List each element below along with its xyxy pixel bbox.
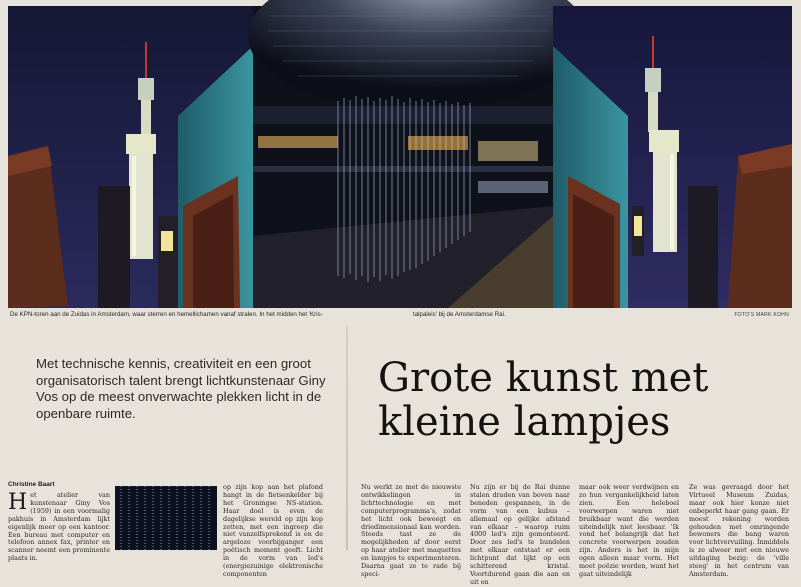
small-light-photo [115,486,217,550]
photo-credit: FOTO'S MARK KOHN [734,312,789,318]
article-column-4: Nu zijn er bij de Rai dunne stalen draden van boven naar beneden gespannen, in de vorm van een kubus – allemaal op gelijke afstand van elkaar – waarop ruim 4000 led's zijn gemonteerd. Door zes led's te bundelen met elkaar ontstaat er een lichtpunt dat lijkt op een schitterend kristal. Voortdurend gaan die aan en uit en [470,483,570,586]
column-text: et atelier van kunstenaar Giny Vos (1959) in een voormalig pakhuis in Amsterdam lijkt eigenlijk meer op een kantoor. Een bureau met computer en telefoon annex fax, printer en scanner neemt een prominente plaats in. [8,491,110,563]
article-column-5: maar ook weer verdwijnen en zo hun vergankelijkheid laten zien. Een heleboel voorwerpen waren niet bruikbaar want die werden uiteindelijk niet leesbaar. 'Ik vond het belangrijk dat het concrete voorwerpen zouden zijn. Anders is het in mijn ogen alleen maar vorm. Het moet poëzie worden, want het gaat uiteindelijk [579,483,679,578]
photo-caption-left: De KPN-toren aan de Zuidas in Amsterdam, waar sterren en hemellichamen vanaf stralen. In het midden het 'Kris- [10,311,323,318]
dropcap: H [8,490,28,515]
main-photo [8,6,792,308]
article-column-3: Nu werkt ze met de nieuwste ontwikkelingen in lichttechnologie en met computerprogramma's, zodat het licht ook beweegt en driedimensionaal kan worden. Steeds tast ze de mogelijkheden af door eerst op haar atelier met maquettes en lampjes te experimenteren. Daarna gaat ze te rade bij speci- [361,483,461,578]
article-column-2: op zijn kop aan het plafond hangt in de fietsenkelder bij het Groningse NS-station. Haar doel is even de dagelijkse wereld op zijn kop zetten, met een ingreep die niet vanzelfsprekend is en de argeloze voorbijganger een poëtisch moment geeft. Licht in de vorm van led's (energiezuinige elektronische componenten [223,483,323,578]
article-headline: Grote kunst met kleine lampjes [378,355,709,445]
article-column-1 [8,490,110,563]
photo-caption-right: talpaleis' bij de Amsterdamse Rai. [413,311,506,318]
article-column-6: Ze was gevraagd door het Virtueel Museum Zuidas, maar ook hier konze niet onbeperkt haar gang gaan. Er moest rekening worden gehouden met omringende bewoners die bang waren voor lichtvervuiling. Inmiddels is ze alweer met een nieuwe uitdaging bezig: de 'ville steeg' in het centrum van Amsterdam. [689,483,789,578]
page-fold [346,326,348,550]
article-byline: Christine Baart [8,481,55,488]
article-lead: Met technische kennis, creativiteit en een groot organisatorisch talent brengt lichtkunstenaar Giny Vos op de meest onverwachte plekken licht in de openbare ruimte. [36,356,326,421]
